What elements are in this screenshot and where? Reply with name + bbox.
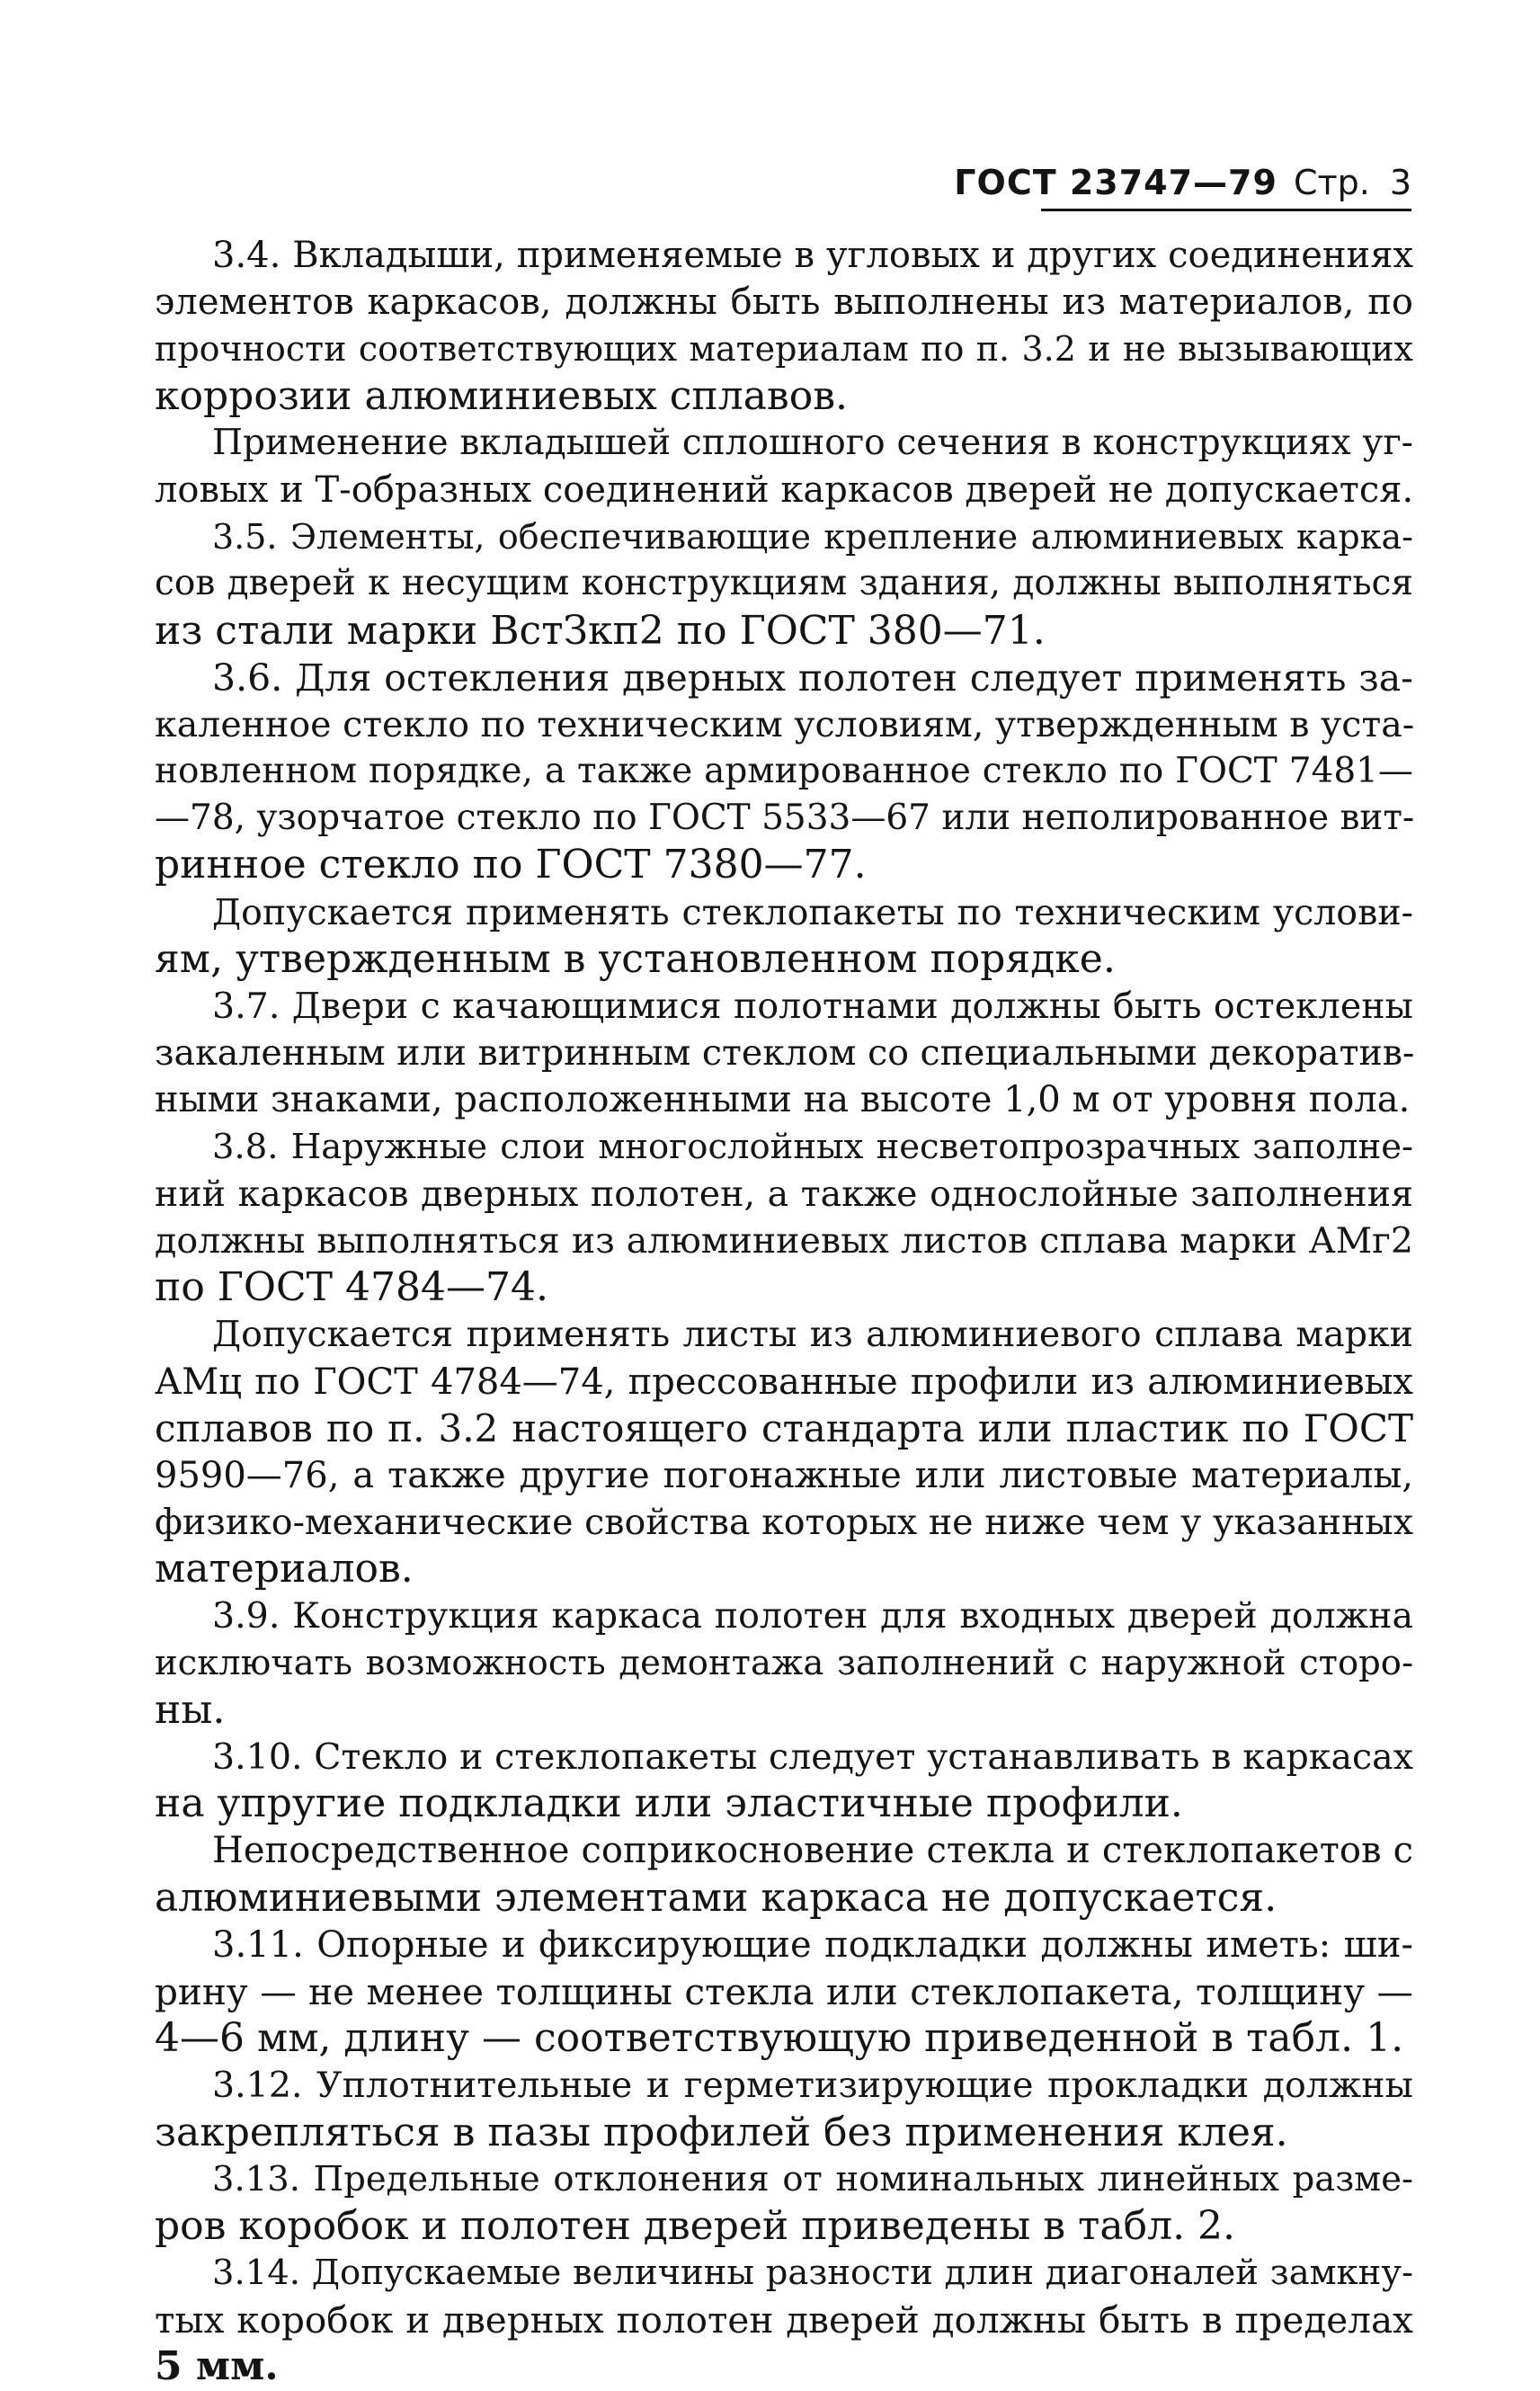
header-rule — [1041, 209, 1411, 211]
text-line: 3.11. Опорные и фиксирующие подкладки должны иметь: ши- — [212, 1923, 1413, 1966]
text-line: 3.12. Уплотнительные и герметизирующие прокладки должны — [212, 2065, 1413, 2107]
text-line: 9590—76, а также другие погонажные или листовые материалы, — [155, 1454, 1413, 1496]
document-body — [155, 232, 1413, 2391]
text-line: —78, узорчатое стекло по ГОСТ 5533—67 или неполированное вит- — [155, 798, 1415, 839]
text-line: на упругие подкладки или эластичные профили. — [155, 1780, 1183, 1827]
text-line: ными знаками, расположенными на высоте 1,0 м от уровня пола. — [155, 1079, 1411, 1121]
text-line: каленное стекло по техническим условиям, утвержденным в уста- — [155, 703, 1415, 745]
text-line: прочности соответствующих материалам по п. 3.2 и не вызывающих — [155, 329, 1413, 370]
text-line: ловых и Т-образных соединений каркасов дверей не допускается. — [155, 468, 1414, 511]
text-line: по ГОСТ 4784—74. — [155, 1264, 548, 1311]
text-line: АМц по ГОСТ 4784—74, прессованные профили из алюминиевых — [155, 1361, 1413, 1403]
page-header — [954, 165, 1411, 200]
text-line: 3.6. Для остекления дверных полотен следует применять за- — [212, 656, 1413, 700]
text-line: 3.5. Элементы, обеспечивающие крепление алюминиевых карка- — [212, 517, 1413, 558]
text-line: ны. — [155, 1686, 226, 1733]
text-line: исключать возможность демонтажа заполнений с наружной сторо- — [155, 1642, 1413, 1683]
text-line: 3.10. Стекло и стеклопакеты следует устанавливать в каркасах — [212, 1736, 1413, 1778]
text-line: Непосредственное соприкосновение стекла и стеклопакетов с — [212, 1830, 1413, 1872]
text-line: сов дверей к несущим конструкциям здания, должны выполняться — [155, 563, 1413, 604]
text-line: 3.9. Конструкция каркаса полотен для входных дверей должна — [212, 1595, 1413, 1637]
text-line: закаленным или витринным стеклом со специальными декоратив- — [155, 1032, 1415, 1075]
standard-number: ГОСТ 23747—79 — [954, 163, 1277, 202]
text-line: из стали марки ВстЗкп2 по ГОСТ 380—71. — [155, 607, 1046, 654]
text-line: ний каркасов дверных полотен, а также однослойные заполнения — [155, 1173, 1413, 1215]
text-line: алюминиевыми элементами каркаса не допускается. — [155, 1874, 1277, 1921]
text-line: 3.8. Наружные слои многослойных несветопрозрачных заполне- — [212, 1126, 1413, 1167]
page-number: 3 — [1389, 163, 1411, 202]
text-line: сплавов по п. 3.2 настоящего стандарта или пластик по ГОСТ — [155, 1405, 1413, 1450]
text-line: тых коробок и дверных полотен дверей должны быть в пределах — [155, 2298, 1413, 2342]
text-line: ям, утвержденным в установленном порядке. — [155, 935, 1116, 982]
text-line: ров коробок и полотен дверей приведены в табл. 2. — [155, 2202, 1236, 2249]
text-line: Допускается применять листы из алюминиевого сплава марки — [212, 1314, 1413, 1356]
text-line: 3.14. Допускаемые величины разности длин диагоналей замкну- — [212, 2253, 1413, 2294]
text-line: материалов. — [155, 1546, 414, 1593]
text-line: 5 мм. — [155, 2343, 279, 2390]
text-line: элементов каркасов, должны быть выполнены из материалов, по — [155, 281, 1413, 324]
text-line: 3.13. Предельные отклонения от номинальных линейных разме- — [212, 2158, 1413, 2199]
text-line: 3.7. Двери с качающимися полотнами должны быть остеклены — [212, 986, 1413, 1027]
text-line: Применение вкладышей сплошного сечения в конструкциях уг- — [212, 422, 1413, 463]
text-line: закрепляться в пазы профилей без применения клея. — [155, 2109, 1288, 2155]
page-label: Стр. — [1293, 163, 1370, 202]
text-line: физико-механические свойства которых не ниже чем у указанных — [155, 1502, 1413, 1544]
text-line: ринное стекло по ГОСТ 7380—77. — [155, 842, 867, 888]
text-line: 4—6 мм, длину — соответствующую приведенной в табл. 1. — [155, 2015, 1404, 2062]
text-line: коррозии алюминиевых сплавов. — [155, 372, 848, 419]
text-line: новленном порядке, а также армированное стекло по ГОСТ 7481— — [155, 751, 1413, 792]
text-line: должны выполняться из алюминиевых листов сплава марки АМг2 — [155, 1219, 1413, 1262]
text-line: 3.4. Вкладыши, применяемые в угловых и других соединениях — [212, 235, 1413, 276]
text-line: Допускается применять стеклопакеты по техническим услови- — [212, 891, 1413, 933]
text-line: рину — не менее толщины стекла или стеклопакета, толщину — — [155, 1969, 1413, 2013]
